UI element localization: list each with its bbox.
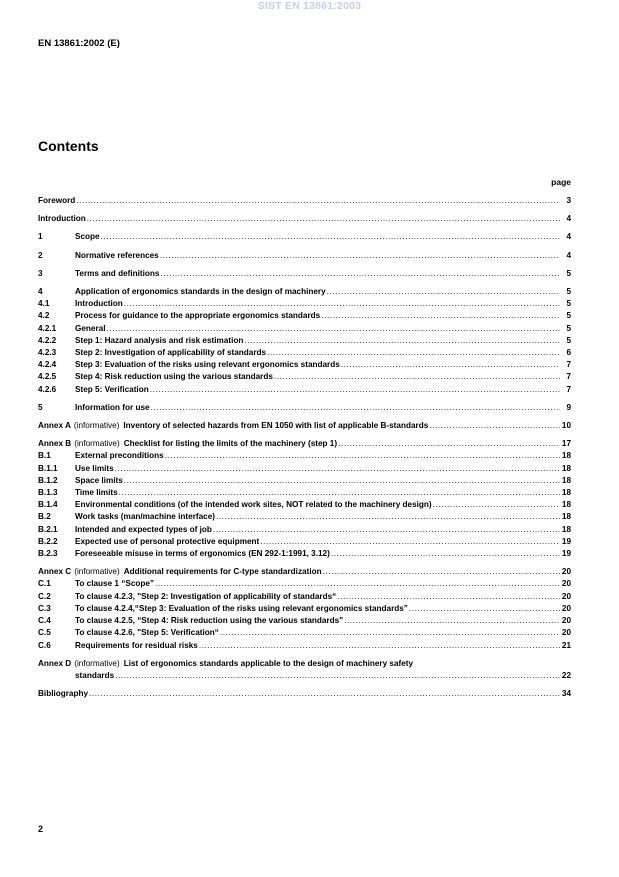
toc-entry-page: 5 [566,323,571,333]
toc-entry-page: 21 [561,640,571,650]
toc-entry[interactable] [38,298,571,310]
toc-entry-number: C.2 [38,591,51,601]
toc-entry-page: 7 [566,384,571,394]
toc-entry-number: 4.2.2 [38,335,57,345]
toc-entry-page: 5 [566,287,571,297]
toc-entry-page: 6 [566,348,571,358]
toc-entry-title-cont: standards [75,670,115,680]
toc-entry-number: 4.2.1 [38,323,57,333]
toc-entry-title: Additional requirements for C-type standardization [123,567,322,577]
toc-entry-number: B.2 [38,512,51,522]
toc-entry-title: Step 2: Investigation of applicability of standards [75,348,267,358]
toc-entry-title: Step 1: Hazard analysis and risk estimation [75,335,244,345]
toc-entry-title: To clause 4.2.4,“Step 3: Evaluation of the risks using relevant ergonomics standards” [75,603,408,613]
toc-entry-title: Scope [75,232,100,242]
toc-entry-title: Step 4: Risk reduction using the various standards [75,372,273,382]
toc-entry-number: C.4 [38,616,51,626]
toc-entry-page: 5 [566,335,571,345]
toc-entry-title: Foreseeable misuse in terms of ergonomics (EN 292-1:1991, 3.12) [75,549,330,559]
toc-entry-title: To clause 4.2.5, “Step 4: Risk reduction using the various standards" [75,616,344,626]
toc-entry-page: 7 [566,360,571,370]
toc-entry-number: 4.2.4 [38,360,57,370]
toc-entry[interactable] [38,250,571,262]
toc-entry-continuation[interactable] [38,670,571,682]
toc-entry-page: 7 [566,372,571,382]
toc-entry-number: B.1.3 [38,488,58,498]
toc-entry-page: 20 [561,567,571,577]
toc-entry-page: 4 [566,214,571,224]
toc-entry-title: Intended and expected types of job [75,524,212,534]
watermark: SIST EN 13861:2003 [257,0,362,12]
toc-entry[interactable] [38,591,571,603]
toc-entry-title: Normative references [75,250,159,260]
toc-entry-title: Step 3: Evaluation of the risks using relevant ergonomics standards [75,360,340,370]
toc-entry-page: 4 [566,250,571,260]
toc-entry-number: 4.1 [38,299,50,309]
toc-entry[interactable] [38,688,571,700]
toc-entry[interactable] [38,578,571,590]
toc-entry-title: To clause 1 “Scope” [75,579,155,589]
toc-entry[interactable] [38,371,571,383]
toc-entry-page: 18 [561,524,571,534]
page-column-header: page [551,177,571,187]
toc-entry[interactable] [38,450,571,462]
annex-informative: (informative) [74,567,120,577]
annex-informative: (informative) [74,658,120,668]
toc-entry-title: Terms and definitions [75,268,160,278]
toc-entry[interactable] [38,231,571,243]
annex-label: Annex C [38,567,72,577]
toc-entry[interactable] [38,384,571,396]
table-of-contents [38,195,571,700]
toc-entry-number: B.1.2 [38,475,58,485]
toc-entry[interactable] [38,475,571,487]
toc-entry-number: 1 [38,232,43,242]
toc-annex-entry[interactable] [38,420,571,432]
toc-entry-title: Information for use [75,402,150,412]
toc-entry-number: 3 [38,268,43,278]
toc-entry-number: 5 [38,402,43,412]
toc-entry-page: 22 [561,670,571,680]
toc-entry[interactable] [38,615,571,627]
page-title: Contents [38,138,99,154]
toc-entry-title: Environmental conditions (of the intended work sites, NOT related to the machinery design) [75,500,432,510]
toc-entry-number: C.1 [38,579,51,589]
toc-entry[interactable] [38,524,571,536]
toc-entry-page: 19 [561,536,571,546]
toc-entry-title: List of ergonomics standards applicable to the design of machinery safety [123,658,414,668]
toc-entry-title: Bibliography [38,689,89,699]
toc-entry-number: B.2.1 [38,524,58,534]
toc-entry[interactable] [38,627,571,639]
toc-entry[interactable] [38,268,571,280]
toc-entry-page: 3 [566,196,571,205]
toc-entry[interactable] [38,603,571,615]
toc-annex-entry[interactable] [38,438,571,450]
toc-entry-title: Expected use of personal protective equipment [75,536,260,546]
toc-entry-page: 10 [561,421,571,431]
annex-label: Annex A [38,421,71,431]
toc-entry-page: 18 [561,451,571,461]
toc-entry[interactable] [38,499,571,511]
toc-entry-number: 4.2.6 [38,384,57,394]
toc-entry-page: 18 [561,463,571,473]
toc-entry[interactable] [38,213,571,225]
toc-entry-number: 4.2.5 [38,372,57,382]
toc-entry-page: 5 [566,299,571,309]
toc-entry[interactable] [38,323,571,335]
toc-entry-page: 20 [561,603,571,613]
page-number: 2 [38,824,44,834]
toc-entry-page: 9 [566,402,571,412]
toc-entry[interactable] [38,511,571,523]
toc-entry-number: 2 [38,250,43,260]
toc-entry[interactable] [38,548,571,560]
toc-entry-title: To clause 4.2.6, "Step 5: Verification“ [75,628,219,638]
toc-entry-title: Step 5: Verification [75,384,149,394]
toc-entry-title: Introduction [38,214,86,224]
toc-annex-entry[interactable] [38,658,571,670]
toc-entry[interactable] [38,487,571,499]
toc-entry-title: General [75,323,106,333]
toc-entry[interactable] [38,310,571,322]
toc-entry-page: 20 [561,628,571,638]
toc-entry[interactable] [38,359,571,371]
toc-entry-title: To clause 4.2.3, "Step 2: Investigation of applicability of standards“ [75,591,337,601]
toc-entry-page: 34 [561,689,571,699]
toc-entry-page: 18 [561,475,571,485]
toc-entry-page: 19 [561,549,571,559]
toc-entry[interactable] [38,335,571,347]
toc-entry-title: Work tasks (man/machine interface) [75,512,215,522]
toc-entry[interactable] [38,536,571,548]
toc-entry-page: 20 [561,591,571,601]
toc-entry[interactable] [38,640,571,652]
toc-entry-title: Time limits [75,488,118,498]
toc-entry[interactable] [38,286,571,298]
toc-entry-title: Use limits [75,463,114,473]
toc-annex-entry[interactable] [38,566,571,578]
document-id: EN 13861:2002 (E) [38,38,120,49]
toc-entry-page: 20 [561,579,571,589]
toc-entry-number: C.5 [38,628,51,638]
toc-entry-title: Process for guidance to the appropriate ergonomics standards [75,311,321,321]
toc-entry[interactable] [38,463,571,475]
toc-entry-number: B.2.2 [38,536,58,546]
toc-entry-title: Application of ergonomics standards in the design of machinery [75,287,326,297]
toc-entry-title: Requirements for residual risks [75,640,198,650]
toc-entry-number: C.3 [38,603,51,613]
annex-informative: (informative) [74,439,120,449]
toc-entry-title: External preconditions [75,451,164,461]
toc-entry-page: 20 [561,616,571,626]
toc-entry-number: C.6 [38,640,51,650]
toc-entry-page: 5 [566,311,571,321]
toc-entry-number: B.1.4 [38,500,58,510]
annex-label: Annex B [38,439,72,449]
toc-entry-title: Introduction [75,299,123,309]
toc-entry-page: 17 [561,439,571,449]
toc-entry-page: 5 [566,268,571,278]
toc-entry-number: B.2.3 [38,549,58,559]
annex-label: Annex D [38,658,72,668]
toc-entry[interactable] [38,347,571,359]
toc-entry[interactable] [38,195,571,207]
toc-entry-number: 4.2 [38,311,50,321]
toc-entry-number: B.1 [38,451,51,461]
toc-entry-number: 4.2.3 [38,348,57,358]
toc-entry-number: B.1.1 [38,463,58,473]
toc-entry-title: Foreword [38,196,76,205]
toc-entry-number: 4 [38,287,43,297]
toc-entry-page: 18 [561,488,571,498]
toc-entry-page: 18 [561,500,571,510]
annex-informative: (informative) [73,421,120,431]
toc-entry-title: Space limits [75,475,123,485]
toc-entry-page: 4 [566,232,571,242]
toc-entry-page: 18 [561,512,571,522]
toc-entry-title: Checklist for listing the limits of the machinery (step 1) [123,439,338,449]
toc-entry-title: Inventory of selected hazards from EN 1050 with list of applicable B-standards [123,421,429,431]
toc-entry[interactable] [38,402,571,414]
